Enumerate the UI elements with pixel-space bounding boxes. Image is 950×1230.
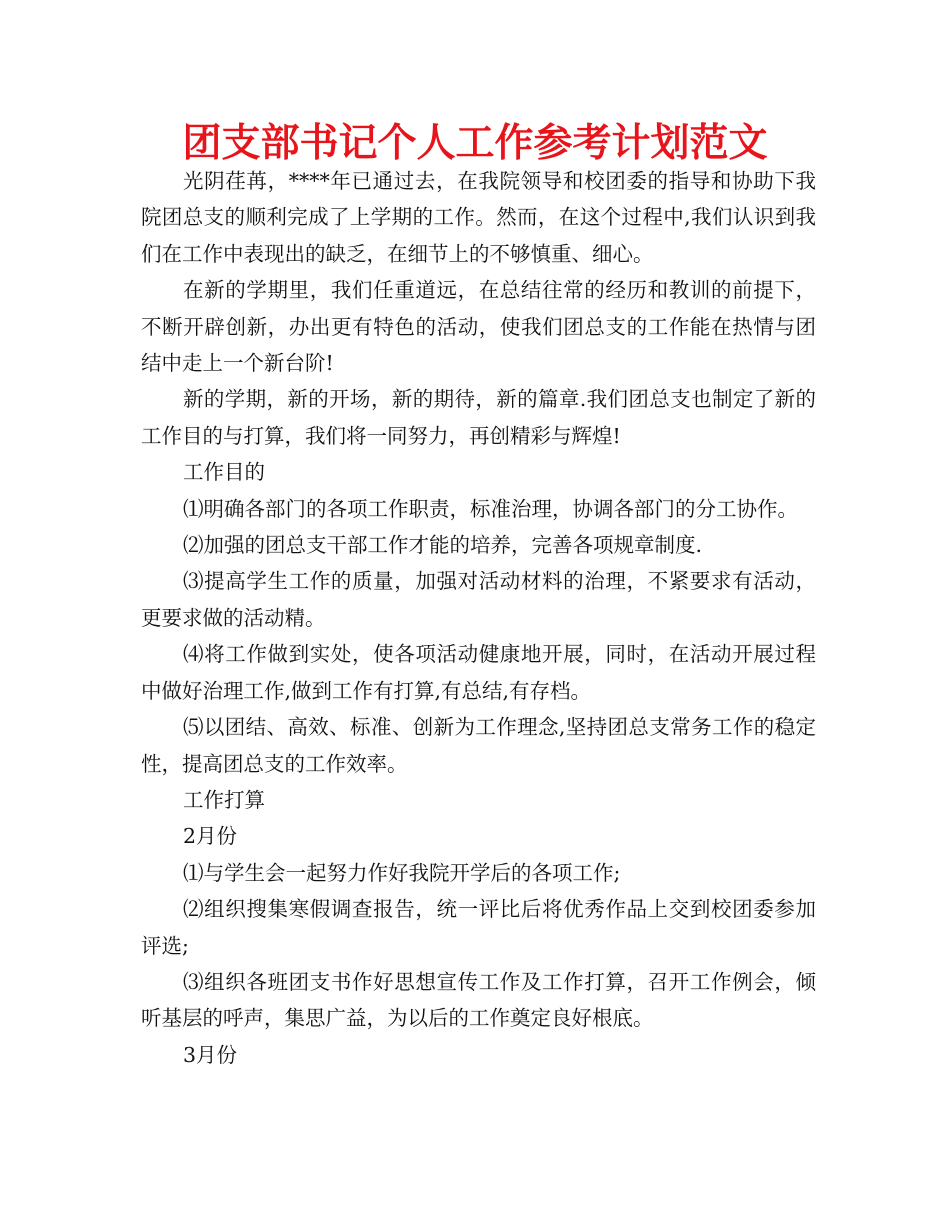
heading-march: 3月份 bbox=[183, 1042, 238, 1067]
february-item-2: ⑵组织搜集寒假调查报告，统一评比后将优秀作品上交到校团委参加评选; bbox=[141, 897, 816, 958]
february-item-1: ⑴与学生会一起努力作好我院开学后的各项工作; bbox=[183, 860, 621, 885]
paragraph-intro: 光阴荏苒，****年已通过去，在我院领导和校团委的指导和协助下我院团总支的顺利完成了上学期的工作。然而，在这个过程中,我们认识到我们在工作中表现出的缺乏，在细节上的不够慎重、细心。 bbox=[141, 169, 816, 266]
goal-item-3: ⑶提高学生工作的质量，加强对活动材料的治理，不紧要求有活动，更要求做的活动精。 bbox=[141, 569, 816, 630]
heading-work-plan: 工作打算 bbox=[183, 787, 265, 812]
paragraph-new-start: 新的学期，新的开场，新的期待，新的篇章.我们团总支也制定了新的工作目的与打算，我们将一同努力，再创精彩与辉煌! bbox=[141, 387, 816, 448]
heading-work-goals: 工作目的 bbox=[183, 460, 265, 485]
goal-item-2: ⑵加强的团总支干部工作才能的培养，完善各项规章制度. bbox=[183, 533, 703, 558]
goal-item-1: ⑴明确各部门的各项工作职责，标准治理，协调各部门的分工协作。 bbox=[183, 496, 798, 521]
february-item-3: ⑶组织各班团支书作好思想宣传工作及工作打算，召开工作例会，倾听基层的呼声，集思广益，为以后的工作奠定良好根底。 bbox=[141, 969, 816, 1031]
document-body bbox=[141, 163, 816, 1073]
paragraph-new-semester: 在新的学期里，我们任重道远，在总结往常的经历和教训的前提下，不断开辟创新，办出更有特色的活动，使我们团总支的工作能在热情与团结中走上一个新台阶! bbox=[141, 278, 816, 376]
heading-february: 2月份 bbox=[183, 824, 238, 849]
goal-item-5: ⑸以团结、高效、标准、创新为工作理念,坚持团总支常务工作的稳定性，提高团总支的工作效率。 bbox=[141, 715, 816, 776]
goal-item-4: ⑷将工作做到实处，使各项活动健康地开展，同时，在活动开展过程中做好治理工作,做到工作有打算,有总结,有存档。 bbox=[141, 642, 816, 703]
document-title: 团支部书记个人工作参考计划范文 bbox=[182, 121, 768, 166]
